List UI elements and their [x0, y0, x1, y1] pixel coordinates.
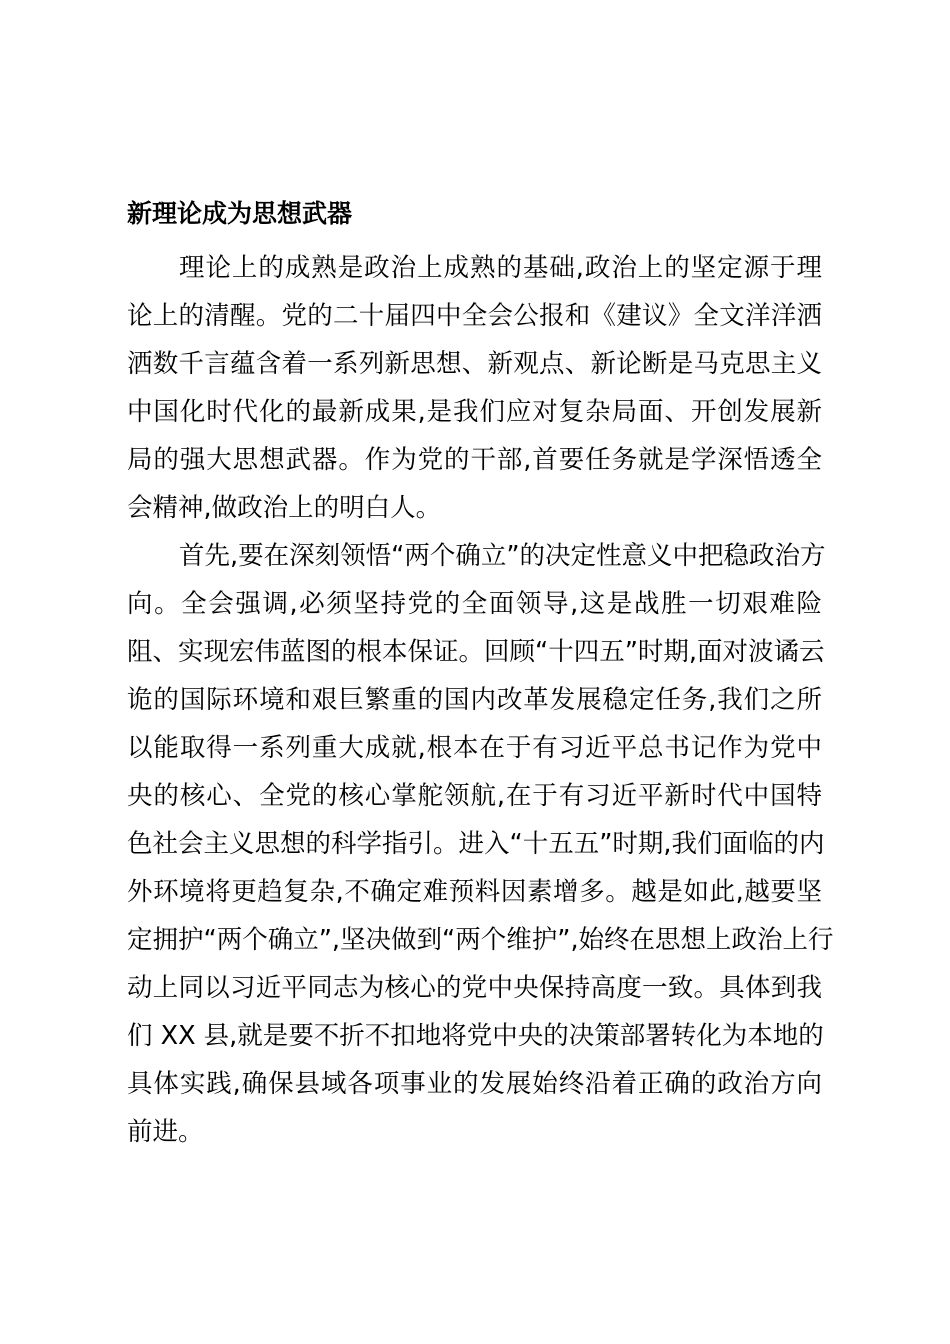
text-line: 动上同以习近平同志为核心的党中央保持高度一致。具体到我: [127, 973, 822, 1003]
text-line: 首先,要在深刻领悟“两个确立”的决定性意义中把稳政治方: [179, 541, 826, 571]
text-line: 们 XX 县,就是要不折不扣地将党中央的决策部署转化为本地的: [127, 1021, 824, 1051]
text-line: 论上的清醒。党的二十届四中全会公报和《建议》全文洋洋洒: [127, 301, 822, 331]
text-line: 理论上的成熟是政治上成熟的基础,政治上的坚定源于理: [179, 253, 822, 283]
text-line: 以能取得一系列重大成就,根本在于有习近平总书记作为党中: [127, 733, 822, 763]
text-line: 具体实践,确保县域各项事业的发展始终沿着正确的政治方向: [127, 1069, 822, 1099]
section-heading: 新理论成为思想武器: [127, 199, 353, 228]
document-page: [127, 196, 834, 1156]
text-line: 色社会主义思想的科学指引。进入“十五五”时期,我们面临的内: [127, 829, 825, 859]
text-line: 会精神,做政治上的明白人。: [127, 493, 442, 523]
text-line: 阻、实现宏伟蓝图的根本保证。回顾“十四五”时期,面对波谲云: [127, 637, 825, 667]
paragraph-1: [127, 244, 822, 532]
text-line: 中国化时代化的最新成果,是我们应对复杂局面、开创发展新: [127, 397, 822, 427]
text-line: 洒数千言蕴含着一系列新思想、新观点、新论断是马克思主义: [127, 349, 822, 379]
paragraph-2: [127, 532, 834, 1156]
text-line: 前进。: [127, 1117, 204, 1147]
text-line: 外环境将更趋复杂,不确定难预料因素增多。越是如此,越要坚: [127, 877, 822, 907]
text-line: 局的强大思想武器。作为党的干部,首要任务就是学深悟透全: [127, 445, 822, 475]
text-line: 向。全会强调,必须坚持党的全面领导,这是战胜一切艰难险: [127, 589, 822, 619]
text-line: 央的核心、全党的核心掌舵领航,在于有习近平新时代中国特: [127, 781, 822, 811]
text-line: 定拥护“两个确立”,坚决做到“两个维护”,始终在思想上政治上行: [127, 925, 834, 955]
text-line: 诡的国际环境和艰巨繁重的国内改革发展稳定任务,我们之所: [127, 685, 822, 715]
